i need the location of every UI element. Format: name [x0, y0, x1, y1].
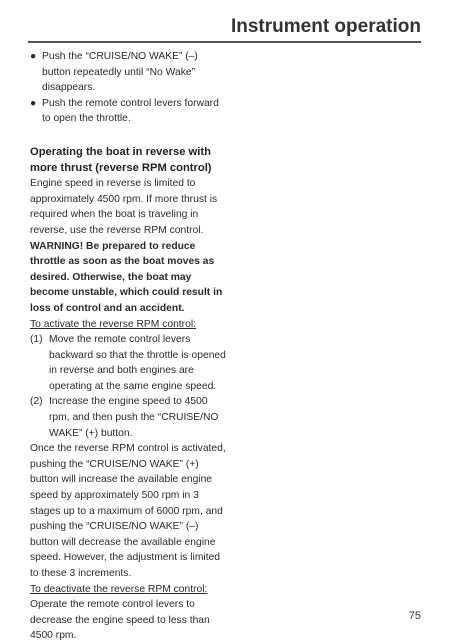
- bullet-icon: ●: [30, 97, 37, 109]
- page-header-title: Instrument operation: [230, 16, 421, 37]
- intro-text: Engine speed in reverse is limited to approximately 4500 rpm. If more thrust is required when the boat is traveling in reverse, use the reverse RPM control.: [30, 178, 218, 236]
- warning-text: WARNING! Be prepared to reduce throttle as soon as the boat moves as desired. Otherwise, the boat may become unstable, which could result in loss of control and an accident.: [30, 240, 223, 314]
- step-item: [30, 394, 228, 441]
- bullet-item: [30, 96, 228, 127]
- activate-subheading: To activate the reverse RPM control:: [30, 318, 196, 330]
- bullet-icon: ●: [30, 51, 37, 62]
- page-number: 75: [408, 610, 421, 622]
- deactivate-subheading: To deactivate the reverse RPM control:: [30, 583, 208, 595]
- section-paragraph: [30, 176, 228, 316]
- step-text: Move the remote control levers backward so that the throttle is opened in reverse and both engines are operating at the same engine speed.: [49, 334, 226, 392]
- bullet-item: [30, 49, 228, 96]
- step-number: (2): [30, 396, 43, 408]
- section-heading: Operating the boat in reverse with more thrust (reverse RPM control): [30, 145, 212, 174]
- header-divider: [28, 41, 421, 43]
- manual-content: [30, 49, 228, 644]
- after-activation-paragraph: Once the reverse RPM control is activated, pushing the “CRUISE/NO WAKE” (+) button will increase the available engine speed by approximately 500 rpm in 3 stages up to a maximum of 6000 rpm, and pushing the “CRUISE/NO WAKE” (–) button will decrease the available engine speed. However, the adjustment is limited to these 3 increments.: [30, 443, 226, 579]
- deactivate-paragraph: Operate the remote control levers to decrease the engine speed to less than 4500 rpm.: [30, 599, 210, 642]
- bullet-text: Push the “CRUISE/NO WAKE” (–) button repeatedly until “No Wake” disappears.: [42, 51, 198, 94]
- bullet-text: Push the remote control levers forward to open the throttle.: [42, 97, 219, 125]
- step-text: Increase the engine speed to 4500 rpm, and then push the “CRUISE/NO WAKE” (+) button.: [49, 396, 219, 439]
- step-item: [30, 332, 228, 394]
- step-number: (1): [30, 334, 43, 346]
